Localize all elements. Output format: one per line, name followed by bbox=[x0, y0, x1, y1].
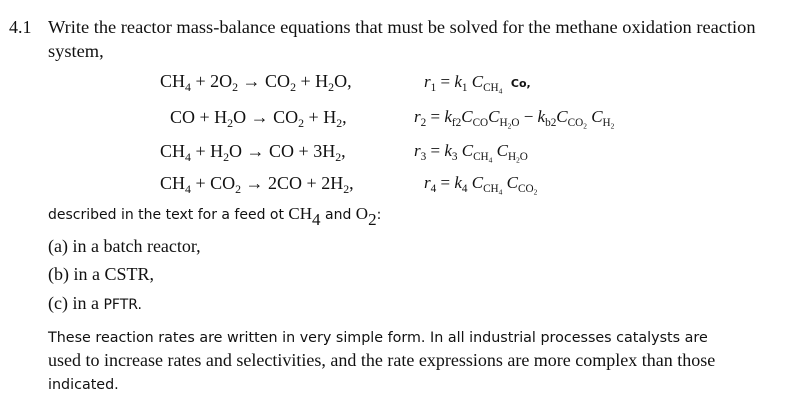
rate-expression-2: $r_2 = k_{f2}C_{CO}C_{H_2O} - k_{b2}C_{CO_2}$ $C_{H_2}$ bbox=[414, 107, 615, 131]
part-c: (c) in a PFTR. bbox=[48, 293, 142, 313]
part-b: (b) in a CSTR, bbox=[48, 264, 154, 284]
problem-statement-line-1: Write the reactor mass-balance equations that must be solved for the methane oxidation reaction bbox=[48, 17, 756, 37]
problem-number: 4.1 bbox=[9, 17, 32, 37]
rate-expression-1: $r_1 = k_1$ $C_{CH_4}$ Co, bbox=[424, 72, 531, 96]
reaction-equation-4: $CH_4 + CO_2 \to 2CO + 2H_2$, bbox=[160, 173, 354, 197]
reaction-equation-1: $CH_4 + 2O_2 \to CO_2 + H_2O$, bbox=[160, 71, 352, 95]
note-line-3: indicated. bbox=[48, 377, 119, 393]
rate-expression-4: $r_4 = k_4$ $C_{CH_4}$ $C_{CO_2}$ bbox=[424, 173, 538, 197]
rate-expression-3: $r_3 = k_3$ $C_{CH_4}$ $C_{H_2O}$ bbox=[414, 141, 528, 165]
reaction-equation-2: CO + $H_2O \to CO_2 + H_2$, bbox=[170, 107, 347, 131]
problem-statement-line-2: system, bbox=[48, 41, 104, 61]
note-line-1: These reaction rates are written in very simple form. In all industrial processes catalysts are bbox=[48, 330, 708, 346]
part-a: (a) in a batch reactor, bbox=[48, 236, 201, 256]
reaction-equation-3: $CH_4 + H_2O$ → CO + $3H_2$, bbox=[160, 141, 346, 165]
feed-description: described in the text for a feed ot $CH_4$ and $O_2$: bbox=[48, 204, 382, 229]
note-line-2: used to increase rates and selectivities, and the rate expressions are more complex than those bbox=[48, 350, 716, 370]
